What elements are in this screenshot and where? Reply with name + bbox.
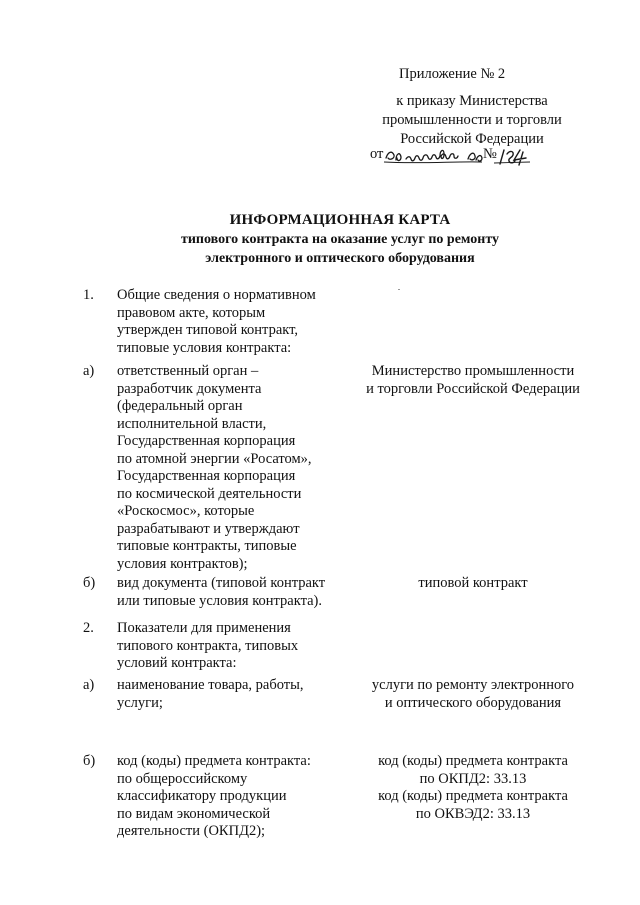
row-label bbox=[117, 620, 347, 673]
label-line: или типовые условия контракта). bbox=[117, 592, 322, 609]
label-line: услуги; bbox=[117, 694, 163, 711]
order-line: Российской Федерации bbox=[400, 131, 544, 147]
order-date-number bbox=[370, 144, 570, 170]
label-line: по атомной энергии «Росатом», bbox=[117, 450, 312, 467]
row-number: а) bbox=[83, 677, 95, 693]
document-title: ИНФОРМАЦИОННАЯ КАРТА bbox=[229, 212, 451, 228]
document-subtitle-line: типового контракта на оказание услуг по ремонту bbox=[180, 232, 500, 247]
row-number: а) bbox=[83, 363, 95, 379]
label-line: «Роскосмос», которые bbox=[117, 503, 255, 519]
label-line: типовые контракты, типовые bbox=[117, 538, 297, 554]
value-line: код (коды) предмета контракта bbox=[378, 788, 568, 804]
label-line: ответственный орган – bbox=[117, 363, 259, 379]
label-line: по космической деятельности bbox=[117, 485, 302, 502]
value-line: услуги по ремонту электронного bbox=[371, 677, 575, 693]
label-line: деятельности (ОКПД2); bbox=[117, 823, 266, 839]
label-line: условия контрактов); bbox=[117, 555, 248, 572]
label-line: код (коды) предмета контракта: bbox=[117, 753, 311, 769]
value-line: и оптического оборудования bbox=[384, 694, 562, 711]
document-heading bbox=[80, 211, 600, 268]
row-value bbox=[352, 677, 594, 712]
row-value bbox=[352, 753, 594, 823]
row-value bbox=[352, 575, 594, 593]
label-line: типового контракта, типовых bbox=[117, 637, 299, 654]
handwritten-date-number-signature bbox=[370, 140, 570, 174]
row-number: 2. bbox=[83, 620, 94, 636]
label-line: Государственная корпорация bbox=[117, 433, 296, 449]
row-label bbox=[117, 363, 347, 573]
value-line: по ОКПД2: 33.13 bbox=[419, 770, 527, 787]
scan-speck bbox=[398, 289, 400, 290]
label-line: условий контракта: bbox=[117, 655, 237, 671]
label-line: разрабатывают и утверждают bbox=[117, 520, 300, 537]
label-line: вид документа (типовой контракт bbox=[117, 575, 326, 591]
label-line: классификатору продукции bbox=[117, 788, 287, 804]
label-line: по видам экономической bbox=[117, 805, 271, 822]
order-line: к приказу Министерства bbox=[396, 93, 548, 109]
order-line: промышленности и торговли bbox=[382, 112, 562, 128]
date-prefix: от bbox=[370, 146, 384, 162]
document-subtitle-line: электронного и оптического оборудования bbox=[205, 251, 475, 266]
value-line: Министерство промышленности bbox=[371, 363, 575, 379]
value-line: типовой контракт bbox=[418, 575, 528, 591]
label-line: разработчик документа bbox=[117, 380, 262, 397]
label-line: правовом акте, которым bbox=[117, 304, 266, 321]
row-value bbox=[352, 363, 594, 398]
row-label bbox=[117, 677, 347, 712]
label-line: исполнительной власти, bbox=[117, 415, 267, 432]
row-label bbox=[117, 575, 347, 610]
number-prefix: № bbox=[483, 146, 497, 162]
label-line: Государственная корпорация bbox=[117, 468, 296, 484]
value-line: по ОКВЭД2: 33.13 bbox=[415, 805, 531, 822]
appendix-title: Приложение № 2 bbox=[399, 66, 506, 82]
label-line: утвержден типовой контракт, bbox=[117, 322, 298, 338]
row-number: 1. bbox=[83, 287, 94, 303]
row-label bbox=[117, 287, 347, 357]
label-line: Общие сведения о нормативном bbox=[117, 287, 316, 303]
value-line: и торговли Российской Федерации bbox=[366, 380, 580, 397]
label-line: (федеральный орган bbox=[117, 398, 243, 414]
row-number: б) bbox=[83, 575, 96, 591]
value-line: код (коды) предмета контракта bbox=[378, 753, 568, 769]
row-label bbox=[117, 753, 347, 841]
label-line: типовые условия контракта: bbox=[117, 339, 292, 356]
label-line: по общероссийскому bbox=[117, 770, 248, 787]
row-number: б) bbox=[83, 753, 96, 769]
label-line: наименование товара, работы, bbox=[117, 677, 304, 693]
label-line: Показатели для применения bbox=[117, 620, 291, 636]
